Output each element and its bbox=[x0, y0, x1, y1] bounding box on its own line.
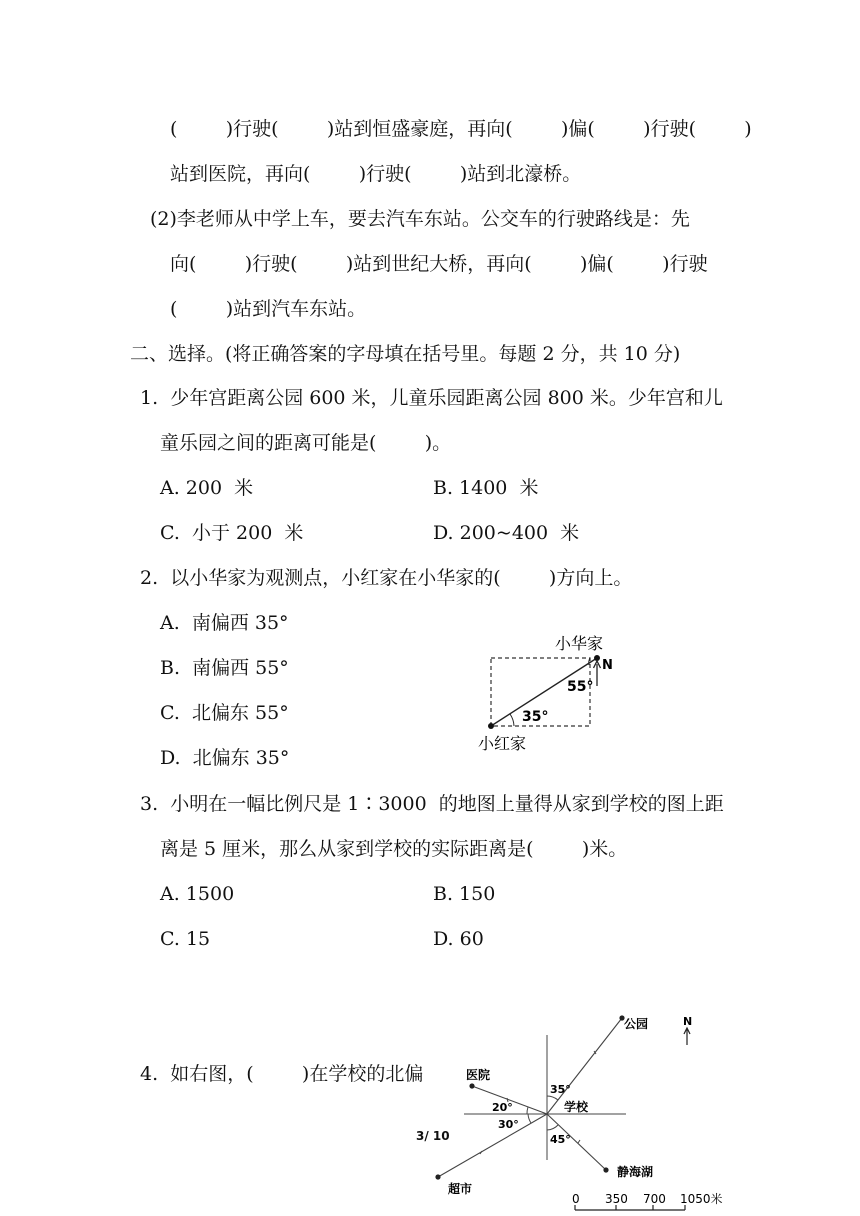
ray-market bbox=[438, 1114, 547, 1177]
q1-route-line2: 站到医院，再向( )行驶( )站到北濠桥。 bbox=[170, 163, 582, 185]
school-label: 学校 bbox=[564, 1100, 589, 1114]
page-number: 3/ 10 bbox=[416, 1129, 450, 1143]
xiaohua-label: 小华家 bbox=[555, 634, 604, 653]
scale-label-1050: 1050米 bbox=[680, 1192, 723, 1206]
scale-label-700: 700 bbox=[643, 1192, 666, 1206]
q1-option-a: A. 200 米 bbox=[160, 477, 254, 499]
angle-55-label: 55° bbox=[567, 679, 594, 695]
q3-option-a: A. 1500 bbox=[160, 883, 235, 905]
location-map bbox=[430, 1000, 730, 1216]
question-1-line1: 1. 少年宫距离公园 600 米，儿童乐园距离公园 800 米。少年宫和儿 bbox=[140, 387, 723, 409]
angle-arc-bottom bbox=[510, 714, 514, 726]
angle-20-label: 20° bbox=[492, 1101, 513, 1114]
q2-route-line1: (2)李老师从中学上车，要去汽车东站。公交车的行驶路线是：先 bbox=[150, 208, 690, 230]
angle-45-label: 45° bbox=[550, 1133, 571, 1146]
q2-option-b: B. 南偏西 55° bbox=[160, 657, 289, 679]
market-dot bbox=[435, 1174, 440, 1179]
q1-route-line1: ( )行驶( )站到恒盛豪庭，再向( )偏( )行驶( ) bbox=[170, 118, 752, 140]
angle-35-label: 35° bbox=[550, 1083, 571, 1096]
north-label: N bbox=[683, 1015, 693, 1028]
direction-figure bbox=[460, 628, 640, 758]
q1-option-d: D. 200~400 米 bbox=[433, 522, 580, 544]
scale-label-350: 350 bbox=[605, 1192, 628, 1206]
question-3-line1: 3. 小明在一幅比例尺是 1∶3000 的地图上量得从家到学校的图上距 bbox=[140, 793, 724, 815]
arc-20 bbox=[527, 1107, 528, 1114]
q2-option-c: C. 北偏东 55° bbox=[160, 702, 289, 724]
q3-option-d: D. 60 bbox=[433, 928, 484, 950]
hospital-dot bbox=[469, 1083, 474, 1088]
hospital-label: 医院 bbox=[466, 1068, 491, 1082]
q1-option-b: B. 1400 米 bbox=[433, 477, 539, 499]
angle-arc-top bbox=[589, 658, 590, 665]
q2-option-a: A. 南偏西 35° bbox=[160, 612, 289, 634]
question-3-line2: 离是 5 厘米，那么从家到学校的实际距离是( )米。 bbox=[160, 838, 628, 860]
q3-option-b: B. 150 bbox=[433, 883, 496, 905]
arc-45 bbox=[547, 1125, 558, 1130]
angle-30-label: 30° bbox=[498, 1118, 519, 1131]
question-4-line1: 4. 如右图，( )在学校的北偏 bbox=[140, 1063, 424, 1085]
section-heading: 二、选择。(将正确答案的字母填在括号里。每题 2 分，共 10 分) bbox=[130, 343, 681, 365]
lake-label: 静海湖 bbox=[617, 1165, 654, 1179]
lake-dot bbox=[603, 1167, 608, 1172]
question-1-line2: 童乐园之间的距离可能是( )。 bbox=[160, 432, 452, 454]
tick-lake bbox=[578, 1140, 580, 1143]
xiaohong-label: 小红家 bbox=[478, 734, 527, 753]
xiaohong-point bbox=[488, 723, 494, 729]
q1-option-c: C. 小于 200 米 bbox=[160, 522, 304, 544]
angle-35-label: 35° bbox=[522, 709, 549, 725]
market-label: 超市 bbox=[448, 1182, 473, 1196]
arc-35 bbox=[547, 1096, 558, 1100]
q2-option-d: D. 北偏东 35° bbox=[160, 747, 290, 769]
question-2-line1: 2. 以小华家为观测点，小红家在小华家的( )方向上。 bbox=[140, 567, 633, 589]
q2-route-line3: ( )站到汽车东站。 bbox=[170, 298, 367, 320]
q2-route-line2: 向( )行驶( )站到世纪大桥，再向( )偏( )行驶 bbox=[170, 253, 708, 275]
north-label: N bbox=[602, 658, 613, 673]
arc-30 bbox=[528, 1114, 531, 1123]
scale-label-0: 0 bbox=[572, 1192, 580, 1206]
q3-option-c: C. 15 bbox=[160, 928, 211, 950]
park-label: 公园 bbox=[624, 1017, 649, 1031]
